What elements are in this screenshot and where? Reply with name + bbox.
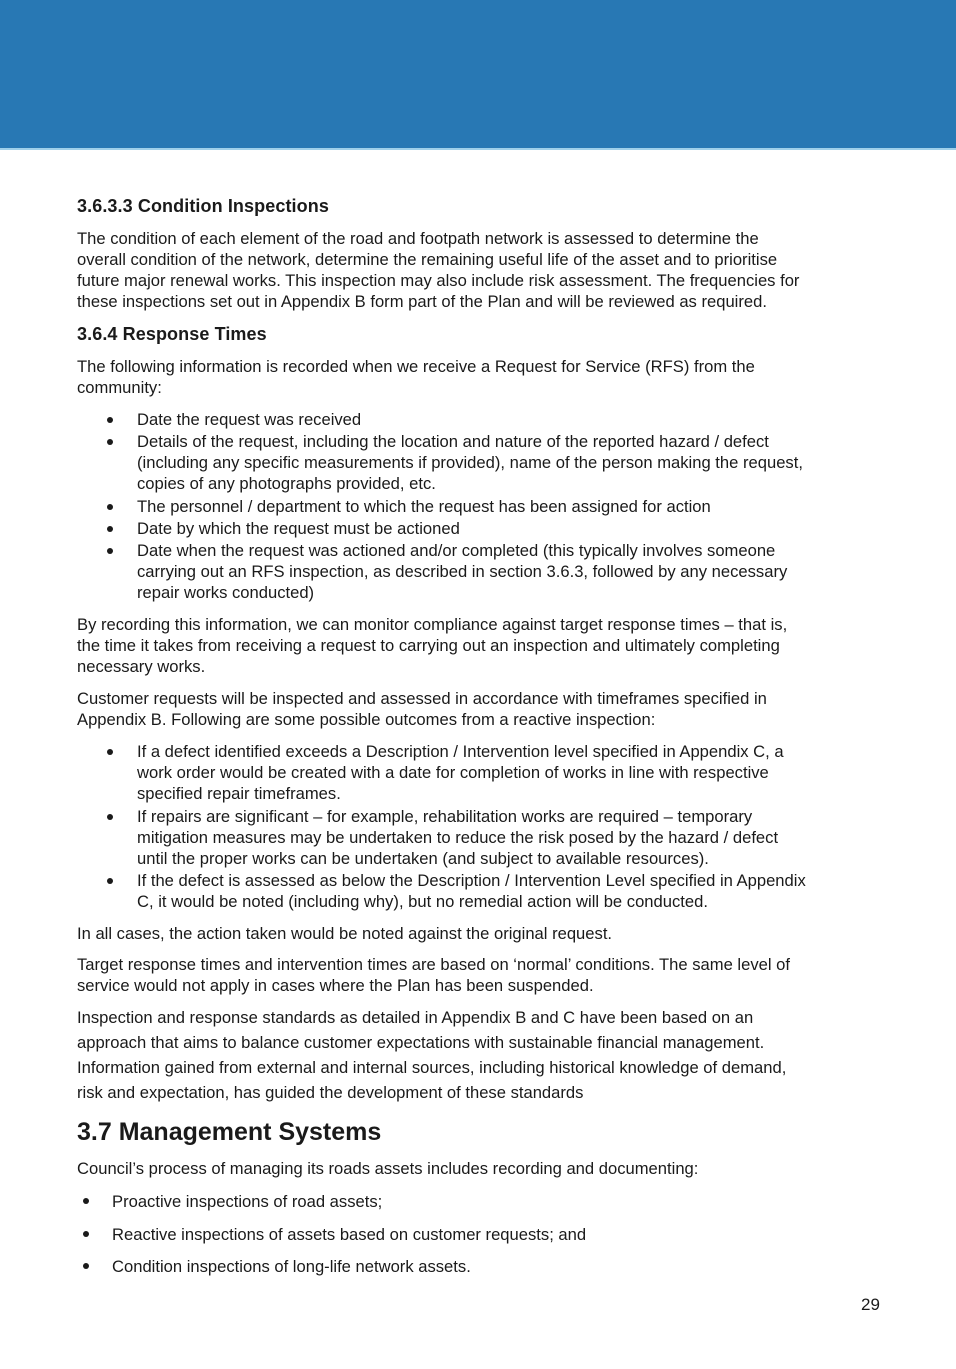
- bullet-icon: [107, 417, 113, 423]
- list-item-line: Date by which the request must be actioned: [137, 519, 460, 538]
- paragraph-line: Inspection and response standards as detailed in Appendix B and C have been based on an: [77, 1008, 754, 1027]
- list-item-line: (including any specific measurements if provided), name of the person making the request,: [137, 453, 803, 472]
- list-item-line: C, it would be noted (including why), but no remedial action will be conducted.: [137, 892, 708, 911]
- list-item-line: repair works conducted): [137, 583, 315, 602]
- list-item-line: If repairs are significant – for example, rehabilitation works are required – temporary: [137, 807, 753, 826]
- bullet-icon: [107, 749, 113, 755]
- paragraph-line: the time it takes from receiving a request to carrying out an inspection and ultimately completing: [77, 636, 780, 655]
- list-item-line: The personnel / department to which the request has been assigned for action: [137, 497, 711, 516]
- list-item-line: copies of any photographs provided, etc.: [137, 474, 436, 493]
- list-item-line: carrying out an RFS inspection, as described in section 3.6.3, followed by any necessary: [137, 562, 788, 581]
- heading-condition-inspections: 3.6.3.3 Condition Inspections: [77, 196, 329, 216]
- page-number: 29: [861, 1295, 880, 1314]
- paragraph-line: future major renewal works. This inspection may also include risk assessment. The frequencies for: [77, 271, 800, 290]
- list-item-line: Condition inspections of long-life network assets.: [112, 1257, 471, 1276]
- heading-response-times: 3.6.4 Response Times: [77, 324, 267, 344]
- paragraph-line: risk and expectation, has guided the development of these standards: [77, 1083, 584, 1102]
- list-item-line: Date when the request was actioned and/or completed (this typically involves someone: [137, 541, 776, 560]
- bullet-icon: [107, 548, 113, 554]
- paragraph-line: The following information is recorded when we receive a Request for Service (RFS) from the: [77, 357, 755, 376]
- list-item-line: Reactive inspections of assets based on customer requests; and: [112, 1225, 587, 1244]
- paragraph-line: By recording this information, we can monitor compliance against target response times – that is,: [77, 615, 788, 634]
- paragraph-line: service would not apply in cases where the Plan has been suspended.: [77, 976, 594, 995]
- bullet-icon: [83, 1198, 89, 1204]
- paragraph-line: The condition of each element of the road and footpath network is assessed to determine the: [77, 229, 759, 248]
- paragraph-line: community:: [77, 378, 162, 397]
- list-item-line: Details of the request, including the location and nature of the reported hazard / defect: [137, 432, 769, 451]
- paragraph-line: necessary works.: [77, 657, 206, 676]
- list-item-line: specified repair timeframes.: [137, 784, 341, 803]
- paragraph-line: overall condition of the network, determine the remaining useful life of the asset and to prioritise: [77, 250, 778, 269]
- management-systems-intro: Council’s process of managing its roads assets includes recording and documenting:: [77, 1159, 699, 1178]
- bullet-icon: [107, 814, 113, 820]
- paragraph-line: Appendix B. Following are some possible outcomes from a reactive inspection:: [77, 710, 656, 729]
- heading-management-systems: 3.7 Management Systems: [77, 1118, 382, 1146]
- paragraph-line: Target response times and intervention times are based on ‘normal’ conditions. The same level of: [77, 955, 790, 974]
- bullet-icon: [107, 439, 113, 445]
- bullet-icon: [107, 526, 113, 532]
- list-item-line: Proactive inspections of road assets;: [112, 1192, 383, 1211]
- bullet-icon: [107, 878, 113, 884]
- page-header-band: [0, 0, 956, 150]
- paragraph-line: Information gained from external and internal sources, including historical knowledge of demand,: [77, 1058, 787, 1077]
- paragraph-line: Customer requests will be inspected and assessed in accordance with timeframes specified in: [77, 689, 767, 708]
- list-item-line: mitigation measures may be undertaken to reduce the risk posed by the hazard / defect: [137, 828, 779, 847]
- all-cases-paragraph: In all cases, the action taken would be noted against the original request.: [77, 924, 613, 943]
- paragraph-line: these inspections set out in Appendix B form part of the Plan and will be reviewed as required.: [77, 292, 767, 311]
- list-item-line: work order would be created with a date for completion of works in line with respective: [137, 763, 769, 782]
- list-item-line: until the proper works can be undertaken (and subject to available resources).: [137, 849, 709, 868]
- list-item-line: If a defect identified exceeds a Description / Intervention level specified in Appendix C, a: [137, 742, 784, 761]
- paragraph-line: approach that aims to balance customer expectations with sustainable financial management.: [77, 1033, 765, 1052]
- bullet-icon: [83, 1231, 89, 1237]
- list-item-line: If the defect is assessed as below the Description / Intervention Level specified in Appendix: [137, 871, 806, 890]
- list-item-line: Date the request was received: [137, 410, 362, 429]
- bullet-icon: [107, 504, 113, 510]
- bullet-icon: [83, 1263, 89, 1269]
